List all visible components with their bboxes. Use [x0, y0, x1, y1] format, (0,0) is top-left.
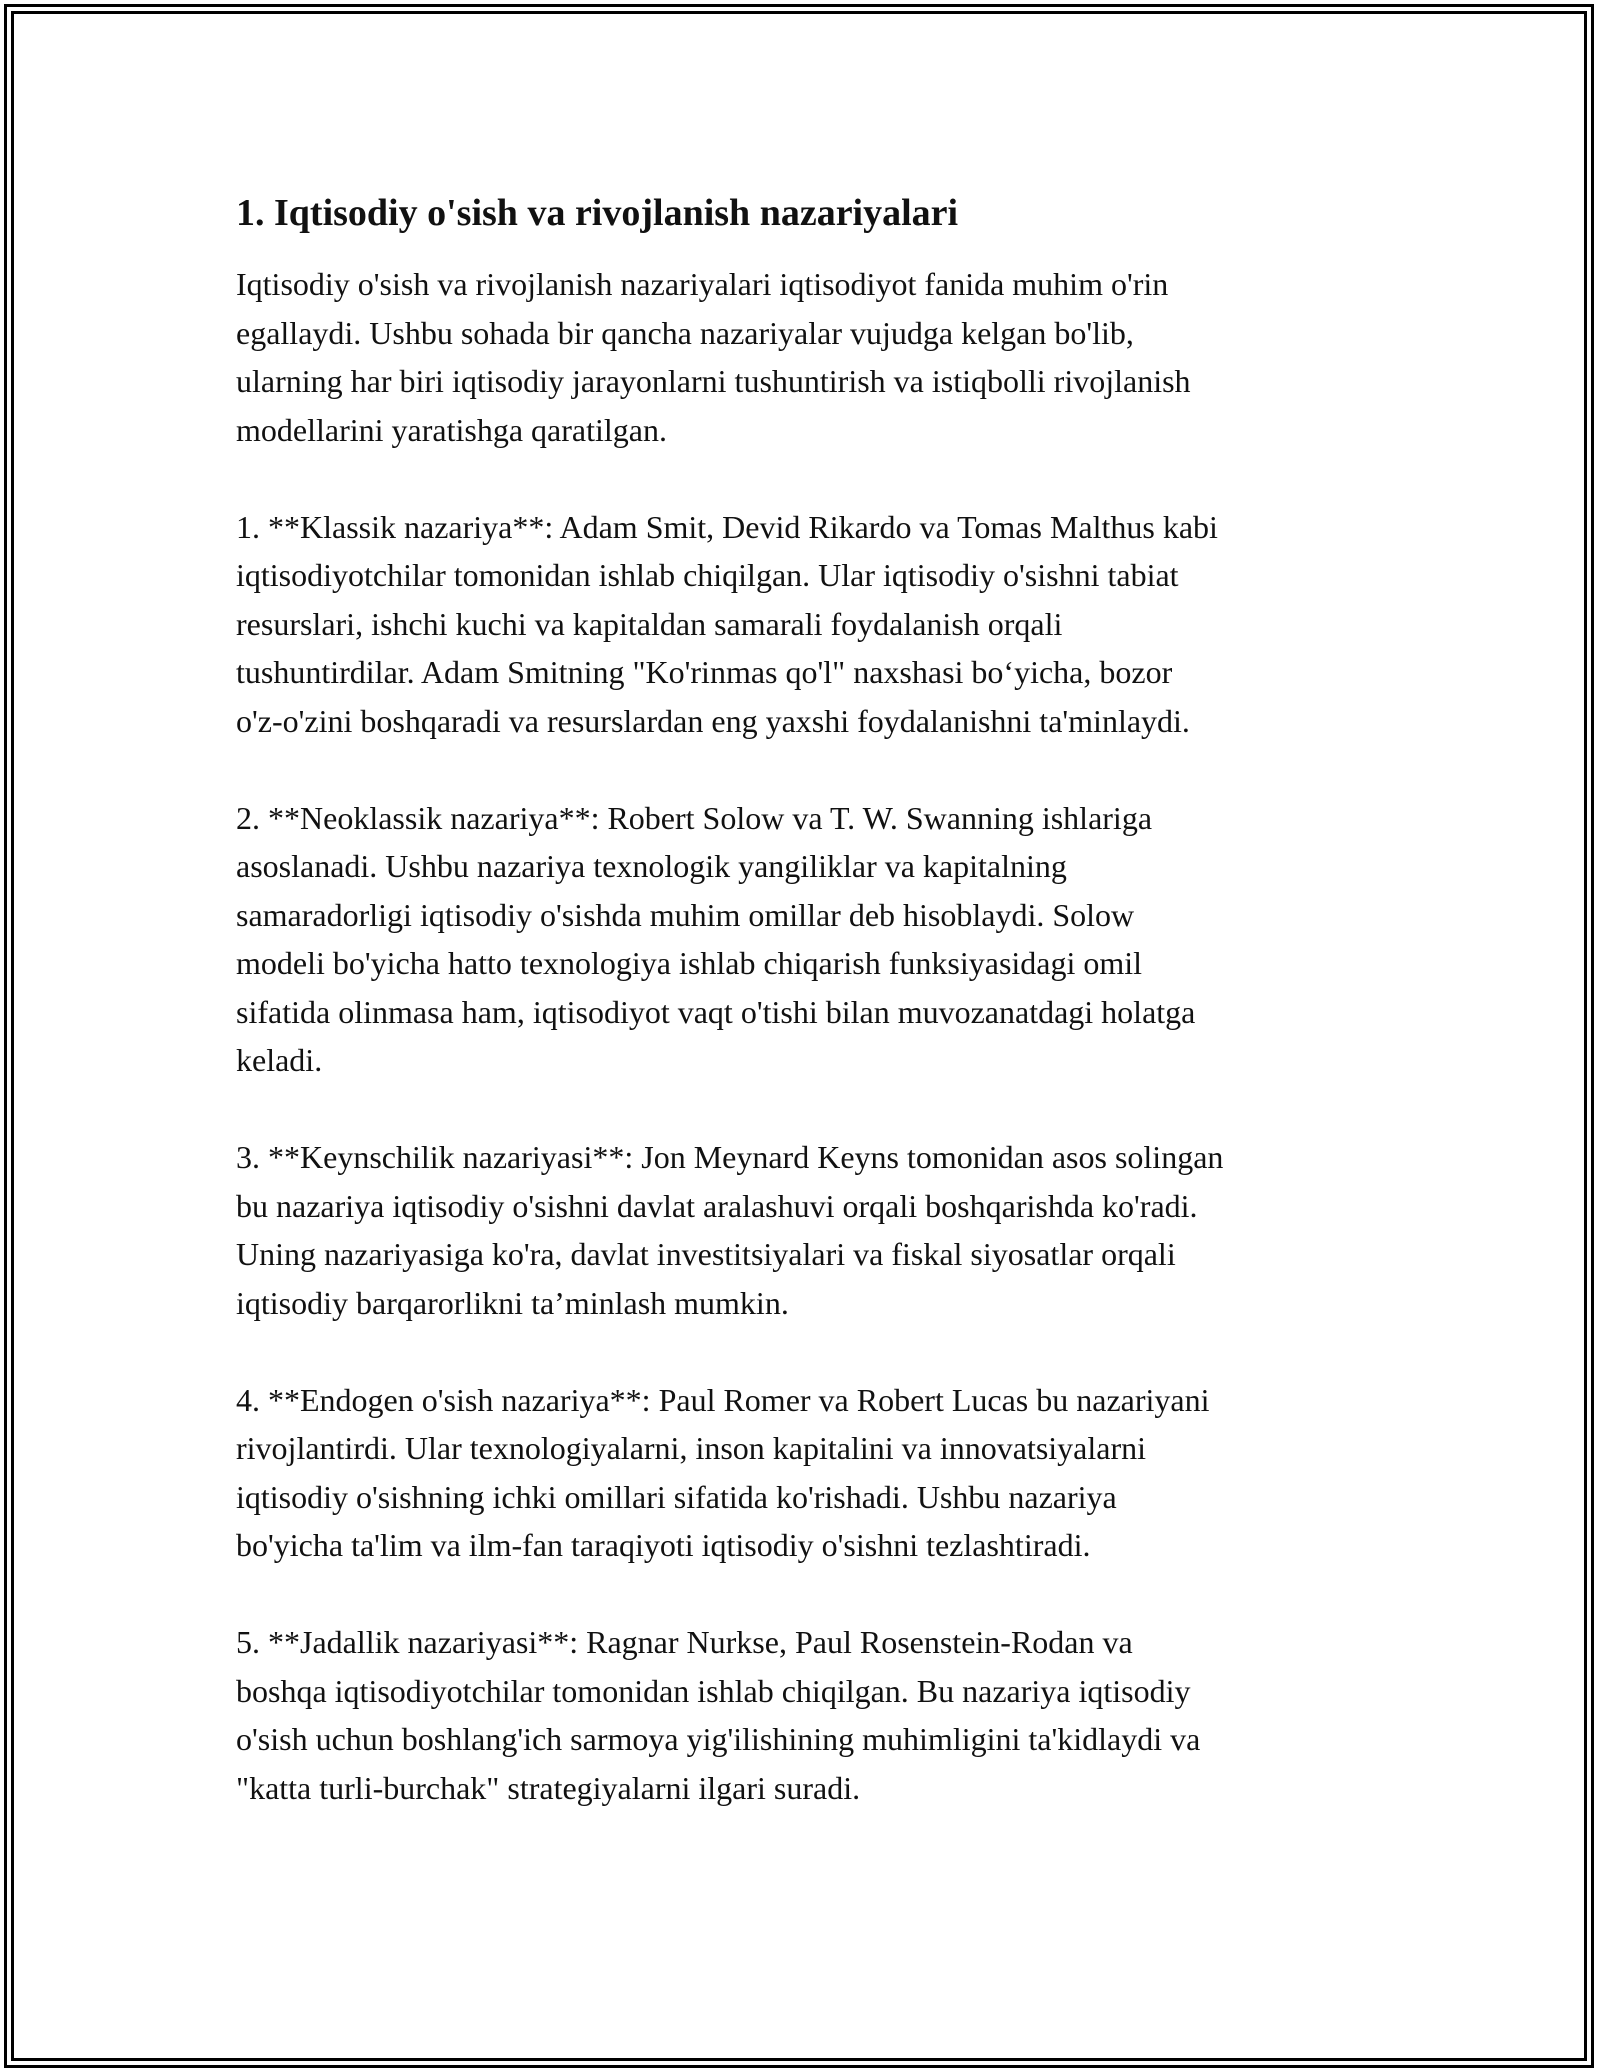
section-endogenous [236, 1376, 1396, 1570]
section-line: tushuntirdilar. Adam Smitning "Ko'rinmas qo'l" naxshasi bo‘yicha, bozor [236, 654, 1173, 690]
section-line: iqtisodiyotchilar tomonidan ishlab chiqilgan. Ular iqtisodiy o'sishni tabiat [236, 557, 1179, 593]
section-line: keladi. [236, 1042, 323, 1078]
section-line: 1. **Klassik nazariya**: Adam Smit, Devid Rikardo va Tomas Malthus kabi [236, 508, 1218, 545]
section-line: 4. **Endogen o'sish nazariya**: Paul Romer va Robert Lucas bu nazariyani [236, 1381, 1210, 1418]
section-line: 3. **Keynschilik nazariyasi**: Jon Meynard Keyns tomonidan asos solingan [236, 1139, 1224, 1175]
section-keynesian [236, 1133, 1396, 1327]
section-line: "katta turli-burchak" strategiyalarni ilgari suradi. [236, 1769, 861, 1806]
section-line: bu nazariya iqtisodiy o'sishni davlat aralashuvi orqali boshqarishda ko'radi. [236, 1187, 1198, 1224]
intro-line: ularning har biri iqtisodiy jarayonlarni tushuntirish va istiqbolli rivojlanish [236, 363, 1191, 399]
section-big-push [236, 1618, 1396, 1812]
section-line: asoslanadi. Ushbu nazariya texnologik yangiliklar va kapitalning [236, 848, 1067, 884]
section-line: rivojlantirdi. Ular texnologiyalarni, inson kapitalini va innovatsiyalarni [236, 1430, 1147, 1466]
section-line: resurslari, ishchi kuchi va kapitaldan samarali foydalanish orqali [236, 605, 1063, 642]
intro-line: modellarini yaratishga qaratilgan. [236, 411, 667, 448]
section-line: bo'yicha ta'lim va ilm-fan taraqiyoti iqtisodiy o'sishni tezlashtiradi. [236, 1527, 1091, 1563]
section-line: modeli bo'yicha hatto texnologiya ishlab chiqarish funksiyasidagi omil [236, 945, 1143, 981]
section-neoclassical [236, 794, 1396, 1085]
section-classical [236, 503, 1396, 746]
section-line: samaradorligi iqtisodiy o'sishda muhim omillar deb hisoblaydi. Solow [236, 896, 1135, 933]
section-line: Uning nazariyasiga ko'ra, davlat investitsiyalari va fiskal siyosatlar orqali [236, 1236, 1176, 1272]
document-title: 1. Iqtisodiy o'sish va rivojlanish nazariyalari [236, 192, 959, 234]
section-line: iqtisodiy o'sishning ichki omillari sifatida ko'rishadi. Ushbu nazariya [236, 1478, 1117, 1515]
section-line: 2. **Neoklassik nazariya**: Robert Solow va T. W. Swanning ishlariga [236, 799, 1153, 836]
section-line: iqtisodiy barqarorlikni ta’minlash mumkin. [236, 1284, 789, 1321]
section-line: boshqa iqtisodiyotchilar tomonidan ishlab chiqilgan. Bu nazariya iqtisodiy [236, 1672, 1191, 1709]
section-line: o'sish uchun boshlang'ich sarmoya yig'ilishining muhimligini ta'kidlaydi va [236, 1721, 1201, 1757]
intro-line: Iqtisodiy o'sish va rivojlanish nazariyalari iqtisodiyot fanida muhim o'rin [236, 266, 1169, 302]
document-page [236, 190, 1396, 1861]
intro-line: egallaydi. Ushbu sohada bir qancha nazariyalar vujudga kelgan bo'lib, [236, 314, 1134, 351]
section-line: o'z-o'zini boshqaradi va resurslardan eng yaxshi foydalanishni ta'minlaydi. [236, 702, 1190, 739]
section-line: 5. **Jadallik nazariyasi**: Ragnar Nurkse, Paul Rosenstein-Rodan va [236, 1624, 1133, 1660]
intro-paragraph [236, 260, 1396, 454]
section-line: sifatida olinmasa ham, iqtisodiyot vaqt o'tishi bilan muvozanatdagi holatga [236, 993, 1196, 1030]
